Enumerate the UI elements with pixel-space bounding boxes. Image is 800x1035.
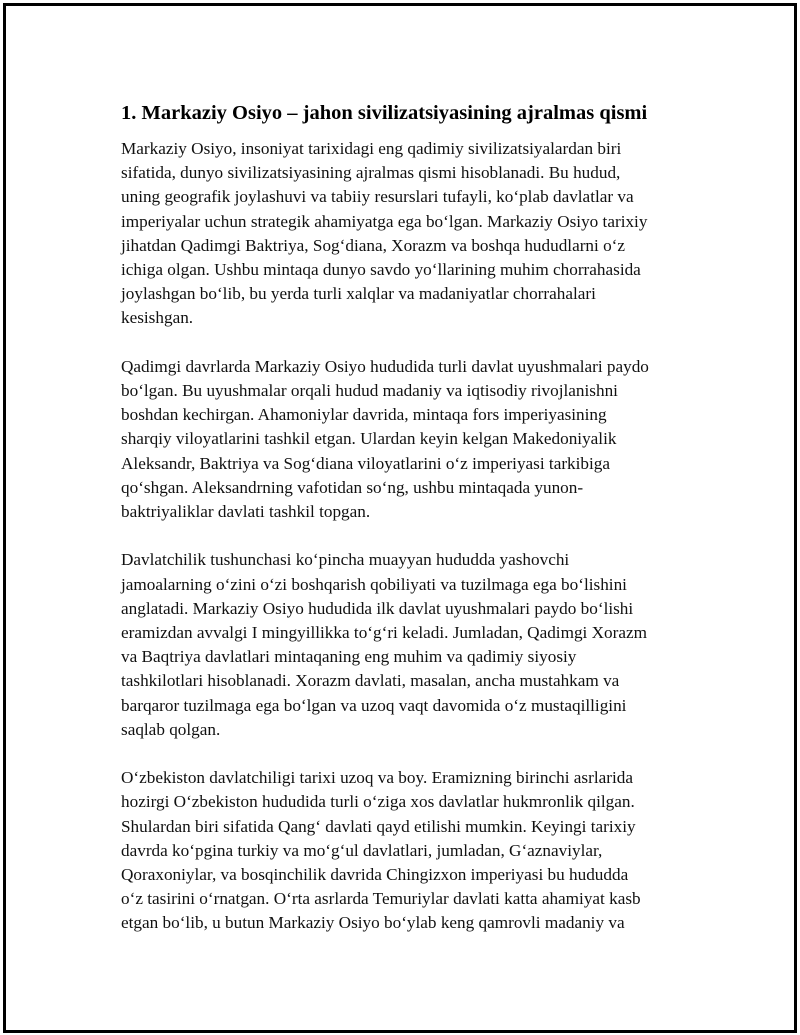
document-body xyxy=(121,100,701,960)
paragraph-2: Qadimgi davrlarda Markaziy Osiyo hududida turli davlat uyushmalari paydo bo‘lgan. Bu uyushmalar orqali hudud madaniy va iqtisodiy rivojlanishni boshdan kechirgan. Ahamoniylar davrida, mintaqa fors imperiyasining sharqiy viloyatlarini tashkil etgan. Ulardan keyin kelgan Makedoniyalik Aleksandr, Baktriya va Sog‘diana viloyatlarini o‘z imperiyasi tarkibiga qo‘shgan. Aleksandrning vafotidan so‘ng, ushbu mintaqada yunon- baktriyaliklar davlati tashkil topgan. xyxy=(121,356,649,522)
page-frame xyxy=(3,3,797,1033)
paragraph-3: Davlatchilik tushunchasi ko‘pincha muayyan hududda yashovchi jamoalarning o‘zini o‘zi boshqarish qobiliyati va tuzilmaga ega bo‘lishini anglatadi. Markaziy Osiyo hududida ilk davlat uyushmalari paydo bo‘lishi eramizdan avvalgi I mingyillikka to‘g‘ri keladi. Jumladan, Qadimgi Xorazm va Baqtriya davlatlari mintaqaning eng muhim va qadimiy siyosiy tashkilotlari hisoblanadi. Xorazm davlati, masalan, ancha mustahkam va barqaror tuzilmaga ega bo‘lgan va uzoq vaqt davomida o‘z mustaqilligini saqlab qolgan. xyxy=(121,550,647,739)
paragraph-1: Markaziy Osiyo, insoniyat tarixidagi eng qadimiy sivilizatsiyalardan biri sifatida, dunyo sivilizatsiyasining ajralmas qismi hisoblanadi. Bu hudud, uning geografik joylashuvi va tabiiy resurslari tufayli, ko‘plab davlatlar va imperiyalar uchun strategik ahamiyatga ega bo‘lgan. Markaziy Osiyo tarixiy jihatdan Qadimgi Baktriya, Sog‘diana, Xorazm va boshqa hududlarni o‘z ichiga olgan. Ushbu mintaqa dunyo savdo yo‘llarining muhim chorrahasida joylashgan bo‘lib, bu yerda turli xalqlar va madaniyatlar chorrahalari kesishgan. xyxy=(121,139,648,328)
paragraph-4: O‘zbekiston davlatchiligi tarixi uzoq va boy. Eramizning birinchi asrlarida hozirgi O‘zbekiston hududida turli o‘ziga xos davlatlar hukmronlik qilgan. Shulardan biri sifatida Qang‘ davlati qayd etilishi mumkin. Keyingi tarixiy davrda ko‘pgina turkiy va mo‘g‘ul davlatlari, jumladan, G‘aznaviylar, Qoraxoniylar, va bosqinchilik davrida Chingizxon imperiyasi bu hududda o‘z tasirini o‘rnatgan. O‘rta asrlarda Temuriylar davlati katta ahamiyat kasb etgan bo‘lib, u butun Markaziy Osiyo bo‘ylab keng qamrovli madaniy va xyxy=(121,768,641,933)
section-heading: 1. Markaziy Osiyo – jahon sivilizatsiyasining ajralmas qismi xyxy=(121,102,648,124)
